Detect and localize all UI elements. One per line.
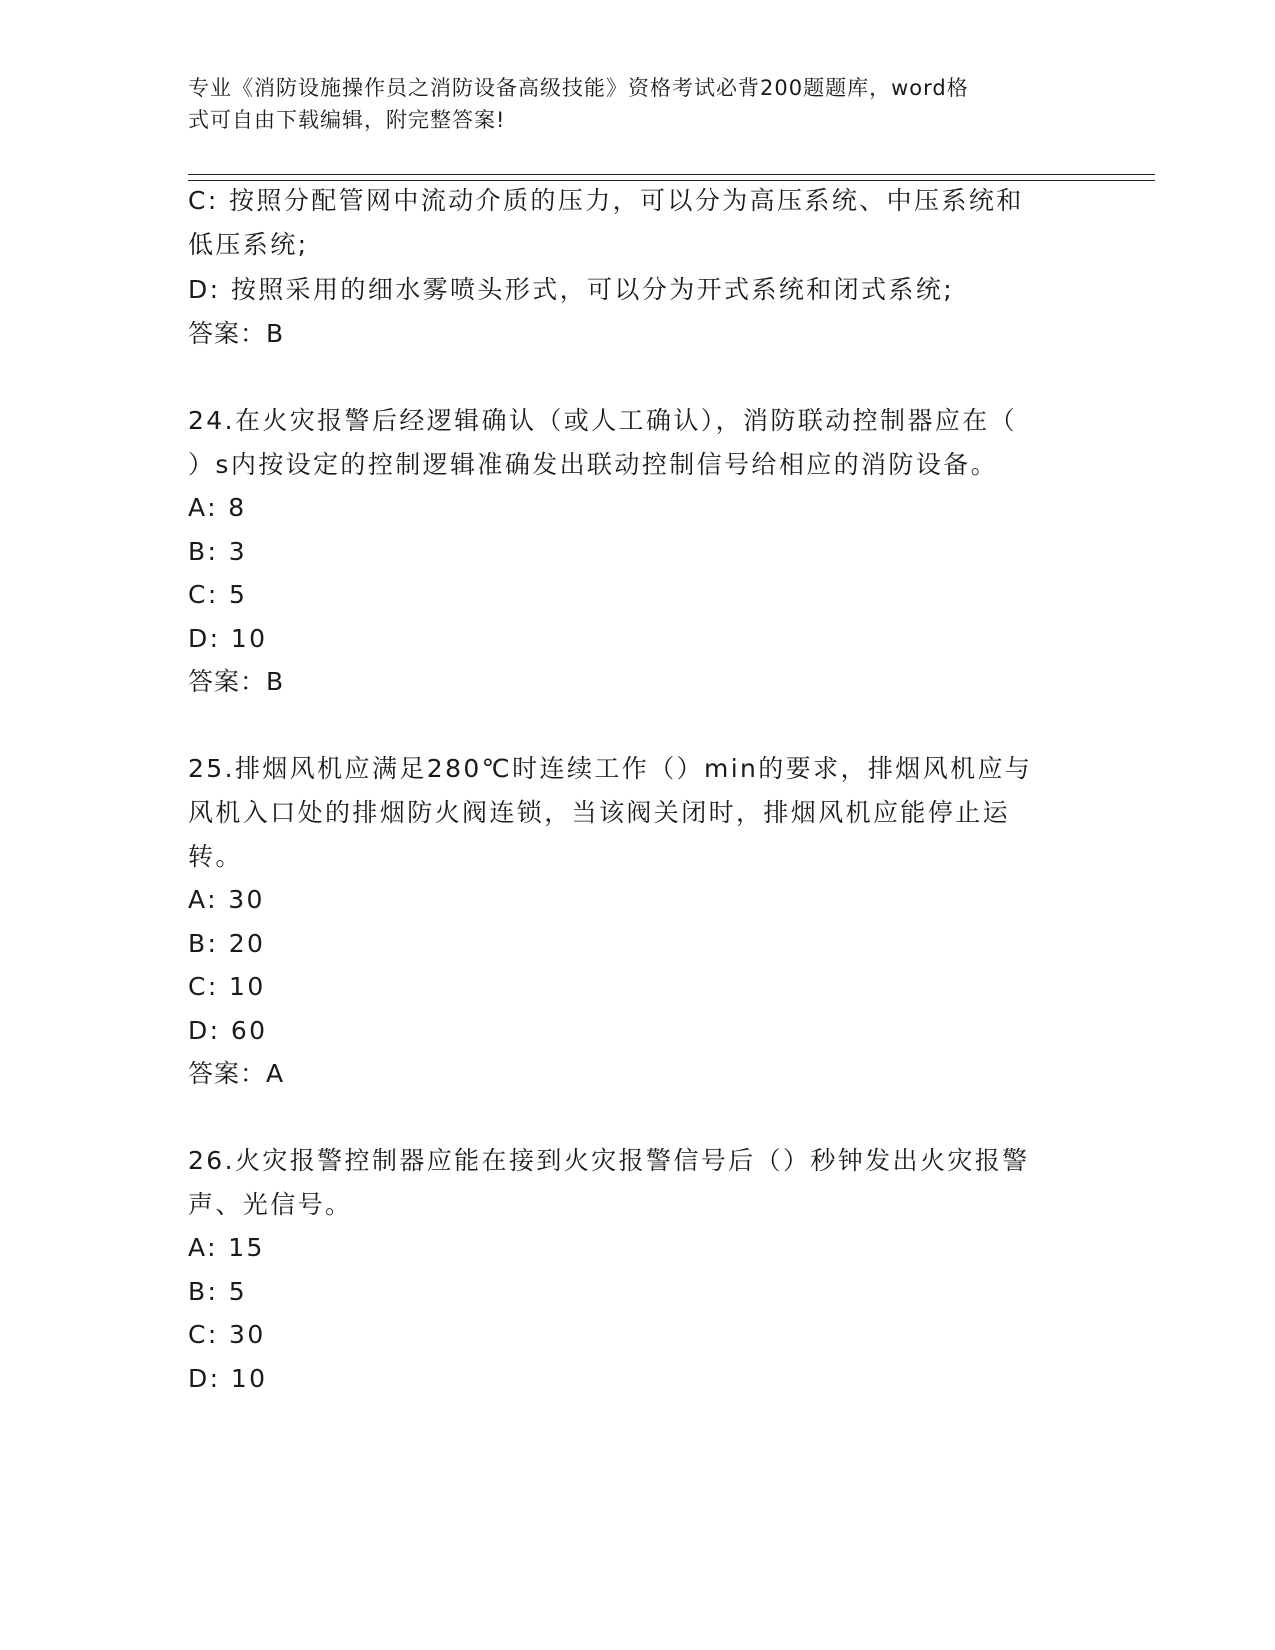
question-25-option-a: A: 30 xyxy=(188,885,265,914)
question-25-option-c: C: 10 xyxy=(188,972,266,1001)
header-line-1: 专业《消防设施操作员之消防设备高级技能》资格考试必背200题题库，word格 xyxy=(188,76,969,100)
header-divider-top xyxy=(188,174,1155,175)
question-24-option-c: C: 5 xyxy=(188,580,248,609)
question-24-option-a: A: 8 xyxy=(188,493,247,522)
question-26-option-c: C: 30 xyxy=(188,1320,266,1349)
question-26-line-1: 26.火灾报警控制器应能在接到火灾报警信号后（）秒钟发出火灾报警 xyxy=(188,1146,1030,1175)
document-header xyxy=(188,72,1088,136)
answer-label: 答案：B xyxy=(188,319,285,348)
question-24-option-d: D: 10 xyxy=(188,624,268,653)
question-25-line-1: 25.排烟风机应满足280℃时连续工作（）min的要求，排烟风机应与 xyxy=(188,754,1033,783)
question-25-line-2: 风机入口处的排烟防火阀连锁，当该阀关闭时，排烟风机应能停止运 xyxy=(188,798,1011,827)
question-24-line-1: 24.在火灾报警后经逻辑确认（或人工确认），消防联动控制器应在（ xyxy=(188,406,1018,435)
question-25-answer: 答案：A xyxy=(188,1059,285,1088)
option-d: D: 按照采用的细水雾喷头形式，可以分为开式系统和闭式系统; xyxy=(188,275,955,304)
option-c-line-2: 低压系统; xyxy=(188,230,309,259)
question-24-option-b: B: 3 xyxy=(188,537,248,566)
header-line-2: 式可自由下载编辑，附完整答案! xyxy=(188,108,506,132)
question-26-line-2: 声、光信号。 xyxy=(188,1190,353,1219)
question-24-answer: 答案：B xyxy=(188,667,285,696)
option-c-line-1: C: 按照分配管网中流动介质的压力，可以分为高压系统、中压系统和 xyxy=(188,186,1024,215)
question-26-option-d: D: 10 xyxy=(188,1364,268,1393)
question-25-line-3: 转。 xyxy=(188,842,243,871)
question-25-option-d: D: 60 xyxy=(188,1016,268,1045)
question-26-option-a: A: 15 xyxy=(188,1233,265,1262)
header-divider-bottom xyxy=(188,180,1155,181)
question-26-option-b: B: 5 xyxy=(188,1277,248,1306)
question-25-option-b: B: 20 xyxy=(188,929,266,958)
question-24-line-2: ）s内按设定的控制逻辑准确发出联动控制信号给相应的消防设备。 xyxy=(188,450,999,479)
